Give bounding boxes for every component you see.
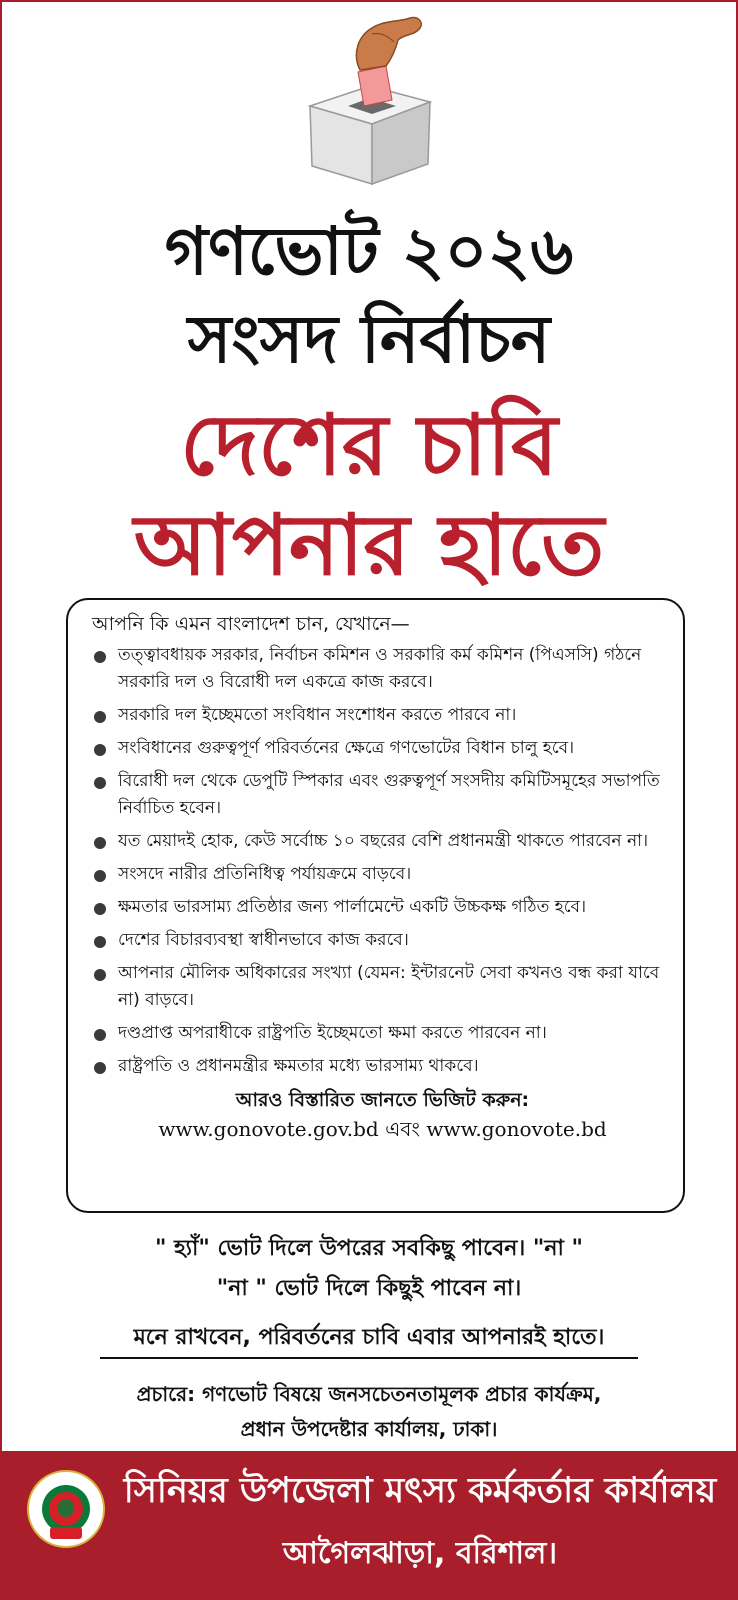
title-referendum-2026: গণভোট ২০২৬	[164, 213, 574, 290]
reform-point: বিরোধী দল থেকে ডেপুটি স্পিকার এবং গুরুত্বপূর্ণ সংসদীয় কমিটিসমূহের সভাপতি নির্বাচিত হবেন।	[92, 768, 673, 822]
headline-in-your-hands: আপনার হাতে	[133, 496, 605, 594]
visit-label: আরও বিস্তারিত জানতে ভিজিট করুন:	[235, 1089, 530, 1111]
slogan-yes-vote: " হ্যাঁ" ভোট দিলে উপরের সবকিছু পাবেন। "না "	[154, 1236, 584, 1261]
reform-point: দেশের বিচারব্যবস্থা স্বাধীনভাবে কাজ করবে।	[92, 927, 673, 954]
ballot-box-icon	[300, 14, 440, 189]
campaign-credit: প্রচারে: গণভোট বিষয়ে জনসচেতনতামূলক প্রচার কার্যক্রম,	[136, 1382, 602, 1406]
title-parliament-election: সংসদ নির্বাচন	[187, 301, 551, 378]
reform-point: সরকারি দল ইচ্ছেমতো সংবিধান সংশোধন করতে পারবে না।	[92, 702, 673, 729]
footer-office-name: সিনিয়র উপজেলা মৎস্য কর্মকর্তার কার্যালয়	[123, 1471, 717, 1511]
reminder-line: মনে রাখবেন, পরিবর্তনের চাবি এবার আপনারই হাতে।	[100, 1322, 638, 1359]
campaign-office: প্রধান উপদেষ্টার কার্যালয়, ঢাকা।	[240, 1417, 498, 1441]
slogan-no-vote: "না " ভোট দিলে কিছুই পাবেন না।	[216, 1276, 522, 1301]
reform-point: রাষ্ট্রপতি ও প্রধানমন্ত্রীর ক্ষমতার মধ্যে ভারসাম্য থাকবে।	[92, 1053, 673, 1080]
reform-point: তত্ত্বাবধায়ক সরকার, নির্বাচন কমিশন ও সরকারি কর্ম কমিশন (পিএসসি) গঠনে সরকারি দল ও বিরোধী দল একত্রে কাজ করবে।	[92, 642, 673, 696]
footer-location: আগৈলঝাড়া, বরিশাল।	[282, 1536, 558, 1571]
reform-point: আপনার মৌলিক অধিকারের সংখ্যা (যেমন: ইন্টারনেট সেবা কখনও বন্ধ করা যাবে না) বাড়বে।	[92, 960, 673, 1014]
reform-point: যত মেয়াদই হোক, কেউ সর্বোচ্চ ১০ বছরের বেশি প্রধানমন্ত্রী থাকতে পারবেন না।	[92, 828, 673, 855]
reforms-box	[66, 598, 685, 1213]
headline-country-key: দেশের চাবি	[180, 396, 558, 494]
reforms-heading: আপনি কি এমন বাংলাদেশ চান, যেখানে—	[92, 613, 410, 635]
reforms-list	[92, 642, 673, 1080]
reform-point: দণ্ডপ্রাপ্ত অপরাধীকে রাষ্ট্রপতি ইচ্ছেমতো ক্ষমা করতে পারবেন না।	[92, 1020, 673, 1047]
government-seal-icon	[26, 1469, 106, 1549]
website-links: www.gonovote.gov.bd এবং www.gonovote.bd	[158, 1117, 607, 1141]
footer-banner	[0, 1451, 738, 1600]
reform-point: সংসদে নারীর প্রতিনিধিত্ব পর্যায়ক্রমে বাড়বে।	[92, 861, 673, 888]
reform-point: ক্ষমতার ভারসাম্য প্রতিষ্ঠার জন্য পার্লামেন্টে একটি উচ্চকক্ষ গঠিত হবে।	[92, 894, 673, 921]
reform-point: সংবিধানের গুরুত্বপূর্ণ পরিবর্তনের ক্ষেত্রে গণভোটের বিধান চালু হবে।	[92, 735, 673, 762]
